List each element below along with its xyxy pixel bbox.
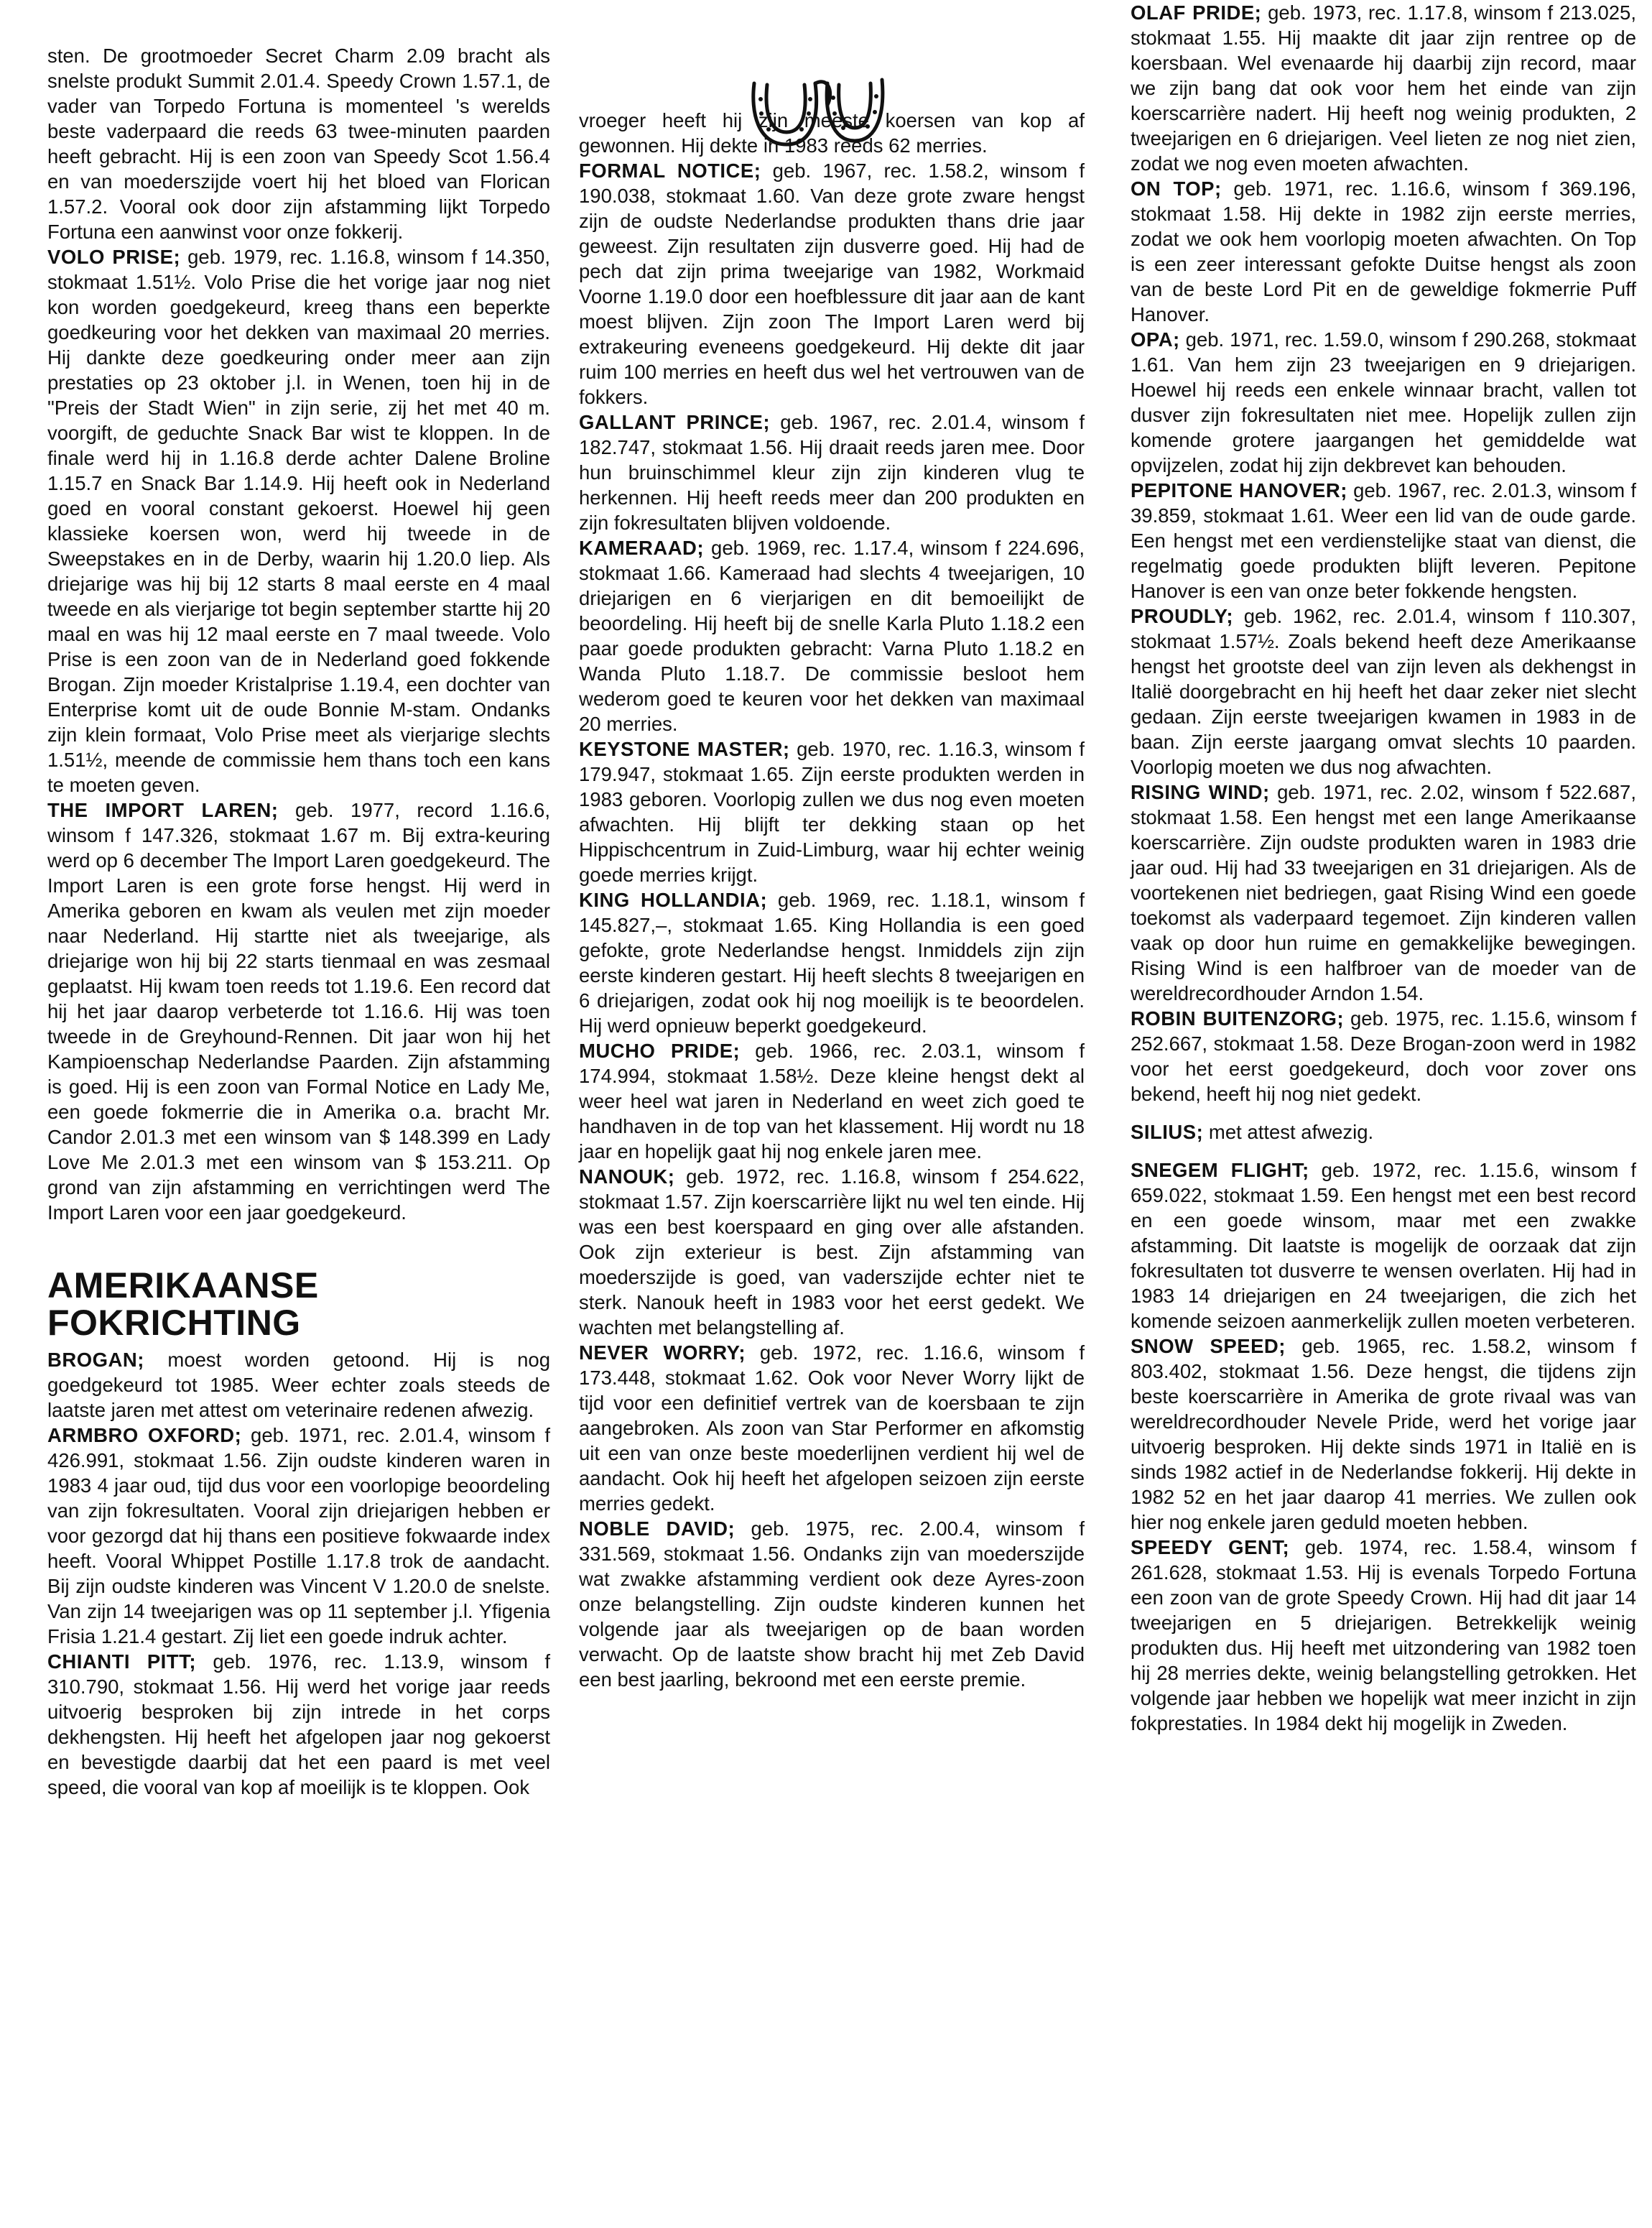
stallion-description: geb. 1975, rec. 1.15.6, winsom f 252.667, stokmaat 1.58. Deze Brogan-zoon werd in 1982 voor het eerst goedgekeurd, doch voor zover ons bekend, heeft hij nog niet gedekt. (1131, 1007, 1636, 1105)
column-left (47, 43, 550, 1800)
stallion-name: THE IMPORT LAREN; (47, 799, 279, 821)
stallion-description: moest worden getoond. Hij is nog goedgekeurd tot 1985. Weer echter zoals steeds de laatste jaren met attest om veterinaire redenen afwezig. (47, 1349, 550, 1421)
stallion-name: ON TOP; (1131, 177, 1222, 200)
stallion-description: geb. 1971, rec. 2.01.4, winsom f 426.991, stokmaat 1.56. Zijn oudste kinderen waren in 1983 4 jaar oud, tijd dus voor een voorlopige beoordeling van zijn fokresultaten. Vooral zijn driejarigen hebben er voor gezorgd dat hij thans een positieve fokwaarde index heeft. Vooral Whippet Postille 1.17.8 trok de aandacht. Bij zijn oudste kinderen was Vincent V 1.20.0 de snelste. Van zijn 14 tweejarigen was op 11 september j.l. Yfigenia Frisia 1.21.4 gestart. Zij liet een goede indruk achter. (47, 1424, 550, 1647)
stallion-entry (1131, 0, 1636, 176)
stallion-name: MUCHO PRIDE; (579, 1040, 741, 1062)
stallion-entry (1131, 780, 1636, 1006)
stallion-description: geb. 1967, rec. 2.01.4, winsom f 182.747, stokmaat 1.56. Hij draait reeds jaren mee. Door hun bruinschimmel kleur zijn zijn kinderen vlug te herkennen. Hij heeft reeds meer dan 200 produkten en zijn fokresultaten blijven voldoende. (579, 411, 1085, 534)
stallion-name: PEPITONE HANOVER; (1131, 479, 1347, 501)
stallion-entry (47, 244, 550, 798)
stallion-entry (1131, 176, 1636, 327)
stallion-name: NOBLE DAVID; (579, 1517, 735, 1540)
stallion-description: geb. 1977, record 1.16.6, winsom f 147.326, stokmaat 1.67 m. Bij extra-keuring werd op 6 december The Import Laren goedgekeurd. The Import Laren is een grote forse hengst. Hij werd in Amerika geboren en kwam als veulen met zijn moeder naar Nederland. Hij startte niet als tweejarige, als driejarige won hij bij 22 starts tienmaal en was zesmaal geplaatst. Hij kwam toen reeds tot 1.19.6. Een record dat hij het jaar daarop verbeterde tot 1.16.6. Hij was toen tweede in de Greyhound-Rennen. Dit jaar won hij het Kampioenschap Nederlandse Paarden. Zijn afstamming is goed. Hij is een zoon van Formal Notice en Lady Me, een goede fokmerrie die in Amerika o.a. bracht Mr. Candor 2.01.3 met een winsom van $ 148.399 en Lady Love Me 2.01.3 met een winsom van $ 153.211. Op grond van zijn afstamming en verrichtingen werd The Import Laren voor een jaar goedgekeurd. (47, 799, 550, 1224)
stallion-entry (579, 1340, 1085, 1516)
stallion-entry (1131, 1333, 1636, 1535)
stallion-description: met attest afwezig. (1203, 1121, 1374, 1143)
stallion-name: RISING WIND; (1131, 781, 1270, 803)
stallion-description: geb. 1972, rec. 1.16.6, winsom f 173.448, stokmaat 1.62. Ook voor Never Worry lijkt de tijd voor een definitief vertrek van de koersbaan te zijn aangebroken. Als zoon van Star Performer en afkomstig uit een van onze beste moederlijnen verdient hij wel de aandacht. Ook hij heeft het afgelopen seizoen zijn eerste merries gedekt. (579, 1341, 1085, 1515)
stallion-description: geb. 1973, rec. 1.17.8, winsom f 213.025, stokmaat 1.55. Hij maakte dit jaar zijn rentree op de koersbaan. Wel evenaarde hij daarbij zijn record, maar we zijn bang dat ook voor hem het einde van zijn koerscarrière nadert. Hij heeft nog weinig produkten, 2 tweejarigen en 6 driejarigen. Veel lieten ze nog niet zien, zodat we nog even moeten afwachten. (1131, 1, 1636, 175)
stallion-entry (579, 535, 1085, 736)
stallion-description: geb. 1976, rec. 1.13.9, winsom f 310.790, stokmaat 1.56. Hij werd het vorige jaar reeds uitvoerig besproken bij zijn intrede in het corps dekhengsten. Hij heeft het afgelopen jaar nog gekoerst en bevestigde daarbij dat het een paard is met veel speed, die vooral van kop af moeilijk is te kloppen. Ook (47, 1650, 550, 1798)
stallion-name: KAMERAAD; (579, 537, 705, 559)
stallion-description: geb. 1975, rec. 2.00.4, winsom f 331.569, stokmaat 1.56. Ondanks zijn van moederszijde wat zwakke afstamming verdient ook deze Ayres-zoon onze belangstelling. Zijn oudste kinderen kunnen het volgende jaar als tweejarigen op de baan worden verwacht. Op de laatste show bracht hij met Zeb David een best jaarling, bekroond met een eerste premie. (579, 1517, 1085, 1691)
stallion-name: OPA; (1131, 328, 1180, 351)
stallion-list (579, 158, 1085, 1692)
stallion-entry (1131, 1119, 1636, 1145)
stallion-name: ARMBRO OXFORD; (47, 1424, 242, 1446)
stallion-list (1131, 0, 1636, 1736)
stallion-name: SPEEDY GENT; (1131, 1536, 1290, 1558)
stallion-entry (47, 1347, 550, 1423)
stallion-entry (579, 410, 1085, 535)
intro-paragraph: sten. De grootmoeder Secret Charm 2.09 bracht als snelste produkt Summit 2.01.4. Speedy Crown 1.57.1, de vader van Torpedo Fortuna is momenteel 's werelds beste vaderpaard die reeds 63 twee-minuten paarden heeft gebracht. Hij is een zoon van Speedy Scot 1.56.4 en van moederszijde voert hij het bloed van Florican 1.57.2. Vooral ook door zijn afstamming lijkt Torpedo Fortuna een aanwinst voor onze fokkerij. (47, 45, 550, 243)
stallion-entry (1131, 1157, 1636, 1333)
stallion-entry (579, 736, 1085, 887)
stallion-name: GALLANT PRINCE; (579, 411, 771, 433)
stallion-name: BROGAN; (47, 1349, 144, 1371)
stallion-entry (579, 1516, 1085, 1692)
stallion-list (47, 1347, 550, 1800)
stallion-description: geb. 1967, rec. 1.58.2, winsom f 190.038, stokmaat 1.60. Van deze grote zware hengst zijn de oudste Nederlandse produkten thans drie jaar geweest. Zijn resultaten zijn dusverre goed. Hij had de pech dat zijn prima tweejarige van 1982, Workmaid Voorne 1.19.0 door een hoefblessure dit jaar aan de kant moest blijven. Zijn zoon The Import Laren werd bij extrakeuring eveneens goedgekeurd. Hij dekte dit jaar ruim 100 merries en heeft dus wel het vertrouwen van de fokkers. (579, 160, 1085, 408)
stallion-name: NANOUK; (579, 1165, 675, 1188)
stallion-description: geb. 1971, rec. 2.02, winsom f 522.687, stokmaat 1.58. Een hengst met een lange Amerikaanse koerscarrière. Zijn oudste produkten waren in 1983 drie jaar oud. Hij had 33 tweejarigen en 31 driejarigen. Als de voortekenen niet bedriegen, gaat Rising Wind een goede toekomst als vaderpaard tegemoet. Zijn kinderen vallen vaak op door hun ruime en gemakkelijke bewegingen. Rising Wind is een halfbroer van de moeder van de wereldrecordhouder Arndon 1.54. (1131, 781, 1636, 1004)
stallion-description: geb. 1967, rec. 2.01.3, winsom f 39.859, stokmaat 1.61. Weer een lid van de oude garde. Een hengst met een verdienstelijke staat van dienst, die regelmatig goede produkten blijft leveren. Pepitone Hanover is een van onze beter fokkende hengsten. (1131, 479, 1637, 602)
stallion-entry (1131, 1006, 1636, 1106)
stallion-entry (579, 1164, 1085, 1340)
column-middle (579, 108, 1085, 1692)
stallion-name: SNOW SPEED; (1131, 1335, 1286, 1357)
stallion-entry (47, 1649, 550, 1800)
stallion-description: geb. 1972, rec. 1.16.8, winsom f 254.622, stokmaat 1.57. Zijn koerscarrière lijkt nu wel ten einde. Hij was een best koerspaard en ging over alle afstanden. Ook zijn exterieur is best. Zijn afstamming van moederszijde is goed, van vaderszijde echter niet te sterk. Nanouk heeft in 1983 voor het eerst gedekt. We wachten met belangstelling af. (579, 1165, 1085, 1339)
stallion-description: geb. 1962, rec. 2.01.4, winsom f 110.307, stokmaat 1.57½. Zoals bekend heeft deze Amerikaanse hengst het grootste deel van zijn leven als dekhengst in Italië doorgebracht en hij heeft het daar zeker niet slecht gedaan. Zijn eerste tweejarigen kwamen in 1983 in de baan. Zijn eerste jaargang omvat slechts 10 paarden. Voorlopig moeten we dus nog afwachten. (1131, 605, 1636, 778)
stallion-name: SNEGEM FLIGHT; (1131, 1159, 1309, 1181)
stallion-entry (1131, 604, 1636, 780)
stallion-name: KING HOLLANDIA; (579, 889, 768, 911)
stallion-description: geb. 1970, rec. 1.16.3, winsom f 179.947, stokmaat 1.65. Zijn eerste produkten werden in 1983 geboren. Voorlopig zullen we dus nog even moeten afwachten. Hij blijft ter dekking staan op het Hippischcentrum in Zuid-Limburg, waar hij echter weinig goede merries krijgt. (579, 738, 1085, 886)
stallion-description: geb. 1966, rec. 2.03.1, winsom f 174.994, stokmaat 1.58½. Deze kleine hengst dekt al weer heel wat jaren in Nederland en weet zich goed te handhaven in de top van het klassement. Hij wordt nu 18 jaar en hopelijk gaat hij nog enkele jaren mee. (579, 1040, 1085, 1162)
stallion-name: PROUDLY; (1131, 605, 1234, 627)
stallion-entry (1131, 478, 1636, 604)
stallion-description: geb. 1972, rec. 1.15.6, winsom f 659.022, stokmaat 1.59. Een hengst met een best record en een goede winsom, maar met een zwakke afstamming. Dit laatste is mogelijk de oorzaak dat zijn fokresultaten tot dusverre te wensen overlaten. Hij had in 1983 14 driejarigen en 24 tweejarigen, die zich het komende seizoen aanmerkelijk zullen moeten verbeteren. (1131, 1159, 1636, 1332)
stallion-name: FORMAL NOTICE; (579, 160, 761, 182)
stallion-entry (47, 798, 550, 1225)
stallion-name: ROBIN BUITENZORG; (1131, 1007, 1345, 1030)
stallion-description: geb. 1971, rec. 1.59.0, winsom f 290.268, stokmaat 1.61. Van hem zijn 23 tweejarigen en 9 driejarigen. Hoewel hij reeds een enkele winnaar bracht, vallen tot dusver zijn fokresultaten niet mee. Hopelijk zullen zijn komende grotere jaargangen het gemiddelde wat opvijzelen, zodat hij zijn dekbrevet kan behouden. (1131, 328, 1636, 476)
section-heading-line-2: FOKRICHTING (47, 1303, 301, 1343)
stallion-entry (579, 1038, 1085, 1164)
stallion-entry (1131, 327, 1636, 478)
stallion-description: geb. 1965, rec. 1.58.2, winsom f 803.402, stokmaat 1.56. Deze hengst, die tijdens zijn beste koerscarrière in Amerika de grote rivaal was van wereldrecordhouder Nevele Pride, werd het vorige jaar uitvoerig besproken. Hij dekte sinds 1971 in Italië en is sinds 1982 actief in de Nederlandse fokkerij. Hij dekte in 1982 52 en het jaar daarop 41 merries. We zullen ook hier nog enkele jaren geduld moeten hebben. (1131, 1335, 1637, 1533)
stallion-entry (579, 887, 1085, 1038)
section-heading-line-1: AMERIKAANSE (47, 1265, 319, 1305)
stallion-name: VOLO PRISE; (47, 246, 181, 268)
stallion-name: SILIUS; (1131, 1121, 1204, 1143)
column-right (1131, 0, 1636, 1736)
stallion-description: geb. 1969, rec. 1.17.4, winsom f 224.696, stokmaat 1.66. Kameraad had slechts 4 tweejarigen, 10 driejarigen en 6 vierjarigen en dit bemoeilijkt de beoordeling. Hij heeft bij de snelle Karla Pluto 1.18.2 een paar goede produkten gebracht: Varna Pluto 1.18.2 en Wanda Pluto 1.18.7. De commissie besloot hem wederom goed te keuren voor het dekken van maximaal 20 merries. (579, 537, 1085, 735)
stallion-name: KEYSTONE MASTER; (579, 738, 790, 760)
stallion-list (47, 244, 550, 1225)
intro-paragraph: vroeger heeft hij zijn meeste koersen van kop af gewonnen. Hij dekte in 1983 reeds 62 merries. (579, 109, 1085, 157)
stallion-description: geb. 1979, rec. 1.16.8, winsom f 14.350, stokmaat 1.51½. Volo Prise die het vorige jaar nog niet kon worden goedgekeurd, kreeg thans een beperkte goedkeuring voor het dekken van maximaal 20 merries. Hij dankte deze goedkeuring onder meer aan zijn prestaties op 23 oktober j.l. in Wenen, toen hij in de "Preis der Stadt Wien" in zijn serie, zij het met 40 m. voorgift, de geduchte Snack Bar wist te kloppen. In de finale werd hij in 1.16.8 derde achter Dalene Broline 1.15.7 en Snack Bar 1.14.9. Hij heeft ook in Nederland goed en vooral constant gekoerst. Hoewel hij geen klassieke koersen won, werd hij tweede in de Sweepstakes en in de Derby, waarin hij 1.20.0 liep. Als driejarige was hij bij 12 starts 8 maal eerste en 4 maal tweede en als vierjarige tot begin september startte hij 20 maal en was hij 12 maal eerste en 7 maal tweede. Volo Prise is een zoon van de in Nederland goed fokkende Brogan. Zijn moeder Kristalprise 1.19.4, een dochter van Enterprise komt uit de oude Bonnie M-stam. Ondanks zijn klein formaat, Volo Prise meet als vierjarige slechts 1.51½, meende de commissie hem thans toch een kans te moeten geven. (47, 246, 550, 796)
stallion-name: NEVER WORRY; (579, 1341, 746, 1364)
stallion-description: geb. 1971, rec. 1.16.6, winsom f 369.196, stokmaat 1.58. Hij dekte in 1982 zijn eerste merries, zodat we ook hem voorlopig moeten afwachten. On Top is een zeer interessant gefokte Duitse hengst als zoon van de beste Lord Pit en de geweldige fokmerrie Puff Hanover. (1131, 177, 1636, 325)
stallion-description: geb. 1969, rec. 1.18.1, winsom f 145.827,–, stokmaat 1.65. King Hollandia is een goed gefokte, grote Nederlandse hengst. Inmiddels zijn zijn eerste kinderen gestart. Hij heeft slechts 8 tweejarigen en 6 driejarigen, zodat ook hij nog moeilijk is te beoordelen. Hij werd opnieuw beperkt goedgekeurd. (579, 889, 1085, 1037)
section-heading (47, 1267, 550, 1341)
stallion-entry (1131, 1535, 1636, 1736)
stallion-entry (579, 158, 1085, 410)
stallion-entry (47, 1423, 550, 1649)
stallion-description: geb. 1974, rec. 1.58.4, winsom f 261.628, stokmaat 1.53. Hij is evenals Torpedo Fortuna een zoon van de grote Speedy Crown. Hij had dit jaar 14 tweejarigen en 5 driejarigen. Betrekkelijk weinig produkten dus. Hij heeft met uitzondering van 1982 toen hij 28 merries dekte, weinig belangstelling getrokken. Het volgende jaar hebben we hopelijk wat meer inzicht in zijn fokprestaties. In 1984 dekt hij mogelijk in Zweden. (1131, 1536, 1636, 1734)
stallion-name: OLAF PRIDE; (1131, 1, 1262, 24)
stallion-name: CHIANTI PITT; (47, 1650, 197, 1673)
